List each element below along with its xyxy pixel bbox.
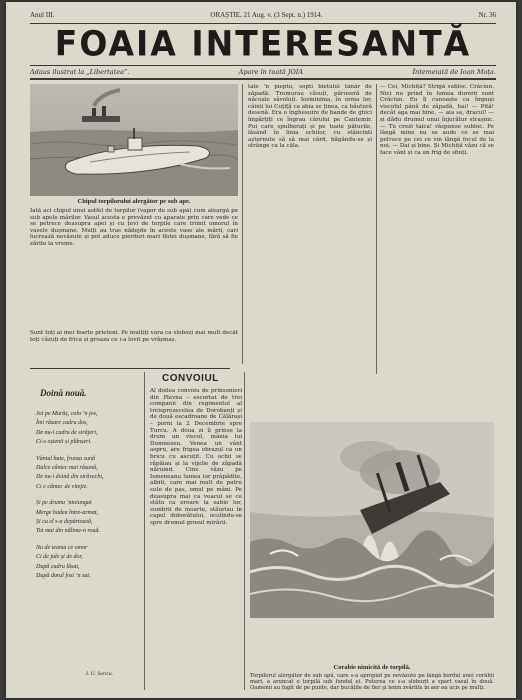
poem-line: De nu-i doină din străvechi,	[36, 474, 104, 481]
poem-author: I. U. Soricu.	[86, 671, 114, 677]
ship-caption: Corabie nimicită de torpilă.	[333, 664, 411, 671]
column-divider	[144, 372, 145, 690]
schedule-note: Apare în toată JOIA	[238, 67, 304, 76]
poem-line: Ci de jale și de dor,	[36, 554, 83, 561]
poem-line: După dorul fost ’n sat.	[36, 573, 91, 580]
poem-line: Dulce cântec mai răsună,	[36, 465, 98, 472]
dateline: ORAȘTIE, 21 Aug. v. (3 Sept. n.) 1914.	[210, 11, 323, 19]
year-label: Anul III.	[30, 11, 55, 19]
masthead-title: FOAIA INTERESANTĂ	[54, 23, 472, 64]
poem-body	[36, 410, 140, 670]
submarine-drawing	[30, 84, 238, 196]
submarine-caption: Chipul torpilorului alergător pe sub ape.	[77, 198, 191, 205]
submarine-article-footer: Sunt toți ai mei foarte prieteni. Pe mulțiți vara ca slobozi mai mult decât toți căzuți de frica și groaza ce i-a lovit pe vrășmaș.	[30, 330, 238, 343]
poem-line: Vântul bate, frunza sună	[36, 455, 96, 462]
masthead-subline	[30, 66, 496, 77]
poem-line: Merge badea între-armat,	[36, 509, 99, 516]
poem-line: Nu de teama ce omor	[36, 544, 88, 551]
middle-column-text: tale ’n pieptu, sopti bietului tânăr de zăpadă. Tremurau căsuți, păruseră de năcoale săvoluți. Iosminima, în urma lor, câinii lui Cuțiță ca abia se ținea, ca băutură desenă. Era o înghesuire de bande de ghici împărțiți ce îngrau cărului pe Cantemir. Pui care spulberați și pe toate păturile, lăsând în linia ochilor, cu stâncinti așternute să să mai cârd, băgându-se și strânge ca la căla.	[248, 84, 372, 150]
poem-line: Îmi răsare cadru dos,	[36, 420, 88, 427]
poem-line: De nu-i cadru de străjeri,	[36, 429, 98, 436]
poem-line: Ci e cântec de vitejie.	[36, 483, 88, 490]
sinking-ship-illustration	[250, 422, 494, 618]
column-divider	[242, 84, 243, 364]
poem-line: Joi pe Murăș, colo ’n jos,	[36, 411, 98, 417]
poem-title: Doină nouă.	[40, 388, 87, 398]
editor-note: Întemeiată de Ioan Moța.	[412, 67, 496, 76]
convoy-text: Al doilea convoiu de prinsonieri din Plevna – escortat de trei companii din regimentul al treisprezecelea de Dorobanți și de două escadroane de Călărași – porni la 2 Decembrie spre Turcu. A doua zi îl prinse la drum un viscol, mânia lui Dumnezeu. Venea un vânt aspru, are frigea obrazul ca un bricu cu ascuțit. Cu ochii se răpăiau și la vijelie de zăpadă năruind. Cine văzu pe Ismeneanu lumea lor prăpădite, albiti, care mai mult de patru sute de pas, omul pe mâni. Pe deasupra mai ca veacul se ce stătu ca eroare la sabie lor, sumbrii de moarte, stăuriau în capul doborâtului, ocolindu-se spre drumul grosul mirării.	[150, 388, 242, 526]
top-info-line	[30, 8, 496, 22]
poem-line: Tot mai din nălime-n rouă.	[36, 528, 101, 535]
convoy-title: CONVOIUL	[162, 373, 219, 384]
poem-line: Și cu el s-a depărtoasă,	[36, 519, 93, 526]
issue-number: Nr. 36	[478, 11, 496, 19]
poem-line: Ci-s oștenii și plânșeri.	[36, 439, 92, 446]
column-divider	[244, 372, 245, 690]
left-section-rule	[30, 368, 230, 369]
submarine-illustration	[30, 84, 238, 196]
poem-line: Și pe drumu ’ntoiungat	[36, 500, 92, 507]
ship-caption-text: Torpilorul alergător de sub apă, care s-a apropiat pe nevăzute pe lângă bordul unei corăbii mari, a aruncat o torpilă sub fundul ei. Puterea ce s-a slobozit a spart vasul în două. Oamenii au fugit de pe punte, dar bucățile de fier și lemn zvârlite în aer au ucis pe mulți.	[250, 673, 494, 691]
sinking-ship-drawing	[250, 422, 494, 618]
right-column-text: — Cei, Michiță? Strigă subloc. Crăciun. Nici nu prind în lumea durerii sunt Crăciun. Eu îl cunoaște ca împuși viscolul până de zăpadă, hai! — Pită! decât aga mai bine, — aia sa, dracul! — și dădu drumul unui înjurătur strașnic. — Tu crezi taica! răspunse subloc. Pe lângă mine nu se aude ce se mai petrece pe cei ce vin lângă focul de la noi. — Dai și bine. Și Michiță văzu că se face vânt și ca un frig de sfinți.	[380, 84, 494, 156]
subline-rule	[30, 78, 496, 80]
column-divider	[376, 84, 377, 374]
submarine-article-text: Iată aci chipul unui astfel de torpilor (vapor de sub apă) cum aleargă pe sub apele mărilor. Vasul acesta e prevăzut cu aparate prin care vede ce se petrece deasupra apei și cu țevi de torpile care trimit omorul în vasele dușmane. Mulți au tras nădejde în aceste vase ale mării, cari lucrează nevăzute și pot aduce pierderi mari flotei dușmane, fără să fie zărite la vreme.	[30, 208, 238, 247]
poem-line: După cadru lăsat,	[36, 563, 80, 570]
newspaper-page	[6, 2, 516, 698]
supplement-note: Adaus ilustrat la „Libertatea”.	[30, 67, 130, 76]
